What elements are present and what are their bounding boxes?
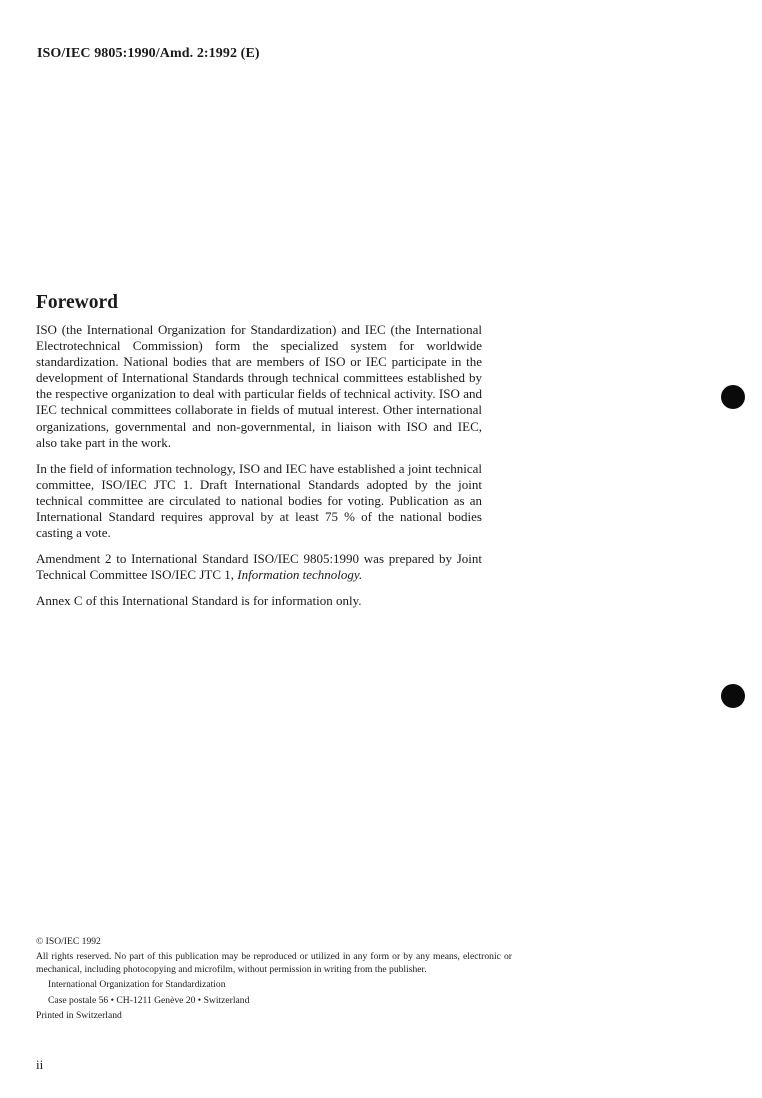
- punch-hole-mark: [721, 684, 745, 708]
- copyright-block: [36, 936, 512, 1022]
- section-title: Foreword: [36, 292, 118, 313]
- foreword-paragraph-3-lead: Amendment 2 to International Standard ISO/IEC 9805:1990 was prepared by Joint Technical Committee ISO/IEC JTC 1,: [36, 551, 482, 583]
- rights-notice: All rights reserved. No part of this publication may be reproduced or utilized in any form or by any means, electronic or mechanical, including photocopying and microfilm, without permission in writing from the publisher.: [36, 951, 512, 975]
- foreword-paragraph-4: Annex C of this International Standard is for information only.: [36, 593, 362, 609]
- postal-address: Case postale 56 • CH-1211 Genève 20 • Switzerland: [48, 994, 250, 1006]
- copyright-line: © ISO/IEC 1992: [36, 936, 101, 947]
- organization-name: International Organization for Standardization: [48, 979, 226, 991]
- page-number: ii: [36, 1057, 44, 1072]
- foreword-body: [36, 322, 482, 620]
- foreword-paragraph-2: In the field of information technology, ISO and IEC have established a joint technical committee, ISO/IEC JTC 1. Draft International Standards adopted by the joint technical committee are circulated to national bodies for voting. Publication as an International Standard requires approval by at least 75 % of the national bodies casting a vote.: [36, 460, 482, 541]
- committee-name: Information technology.: [237, 567, 363, 583]
- punch-hole-mark: [721, 385, 745, 409]
- printed-location: Printed in Switzerland: [36, 1010, 122, 1022]
- foreword-paragraph-1: ISO (the International Organization for Standardization) and IEC (the International Electrotechnical Commission) form the specialized system for worldwide standardization. National bodies that are members of ISO or IEC participate in the development of International Standards through technical committees established by the respective organization to deal with particular fields of technical activity. ISO and IEC technical committees collaborate in fields of mutual interest. Other international organizations, governmental and non-governmental, in liaison with ISO and IEC, also take part in the work.: [36, 322, 482, 450]
- document-header: ISO/IEC 9805:1990/Amd. 2:1992 (E): [37, 46, 260, 61]
- foreword-paragraph-3: [36, 551, 482, 583]
